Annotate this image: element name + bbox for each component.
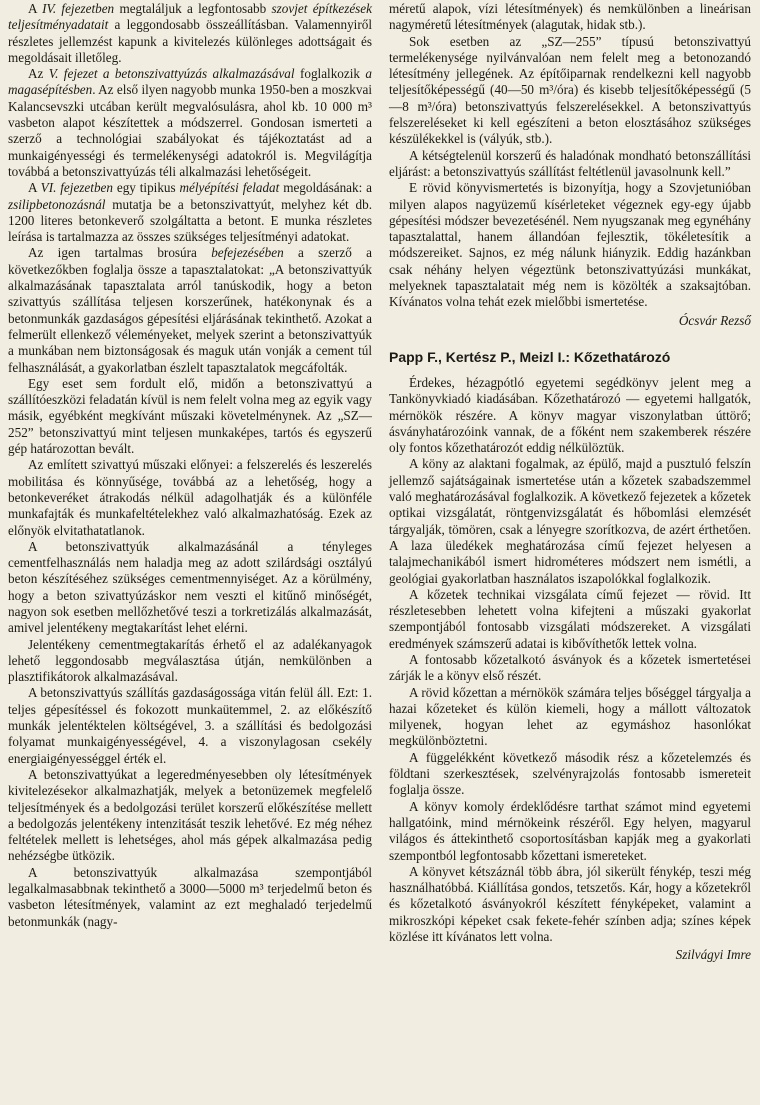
- paragraph: [8, 685, 372, 766]
- left-column: [8, 1, 372, 930]
- text-run: Jelentékeny cementmegtakarítás érhető el az adalékanyagok lehető leggondosabb megválasztása útján, nemkülönben a plasztifikátorok alkalmazásával.: [8, 636, 372, 685]
- text-run: Szilvágyi Imre: [675, 947, 751, 963]
- paragraph: [8, 376, 372, 457]
- italic-text: szovjet építkezések teljesítményadatait: [8, 1, 373, 33]
- paragraph: [8, 457, 372, 538]
- text-run: Egy eset sem fordult elő, midőn a betonszivattyú a szállítóeszközi feladatán kívül is nem felelt volna meg az egyik vagy másik, egyébként megkívánt műszaki követelménynek. Az „SZ—252” betonszivattyú mint teljesen munkaképes, tartós és egyszerű gép határozottan bevált.: [8, 375, 372, 457]
- paragraph: [8, 180, 372, 245]
- italic-text: zsilipbetonozásnál: [8, 196, 106, 212]
- text-run: méretű alapok, vízi létesítmények) és nemkülönben a lineárisan nagyméretű létesítmények (alagutak, hidak stb.).: [389, 1, 751, 33]
- text-run: A kőzetek technikai vizsgálata című fejezet — rövid. Itt részletesebben lehetett volna kifejteni a műszaki gyakorlat szempontjából fontosabb vizsgálati módszereket. A vizsgálati eredmények számszerű adatai is kibővíthetők lettek volna.: [389, 586, 751, 651]
- text-run: A könyv komoly érdeklődésre tarthat számot mind egyetemi hallgatóink, mind mérnökeink részéről. Egy helyen, magyarul világos és áttekinthető csoportosításban kapják meg a gyakorlati szempontból legfontosabb kőzettani ismereteket.: [389, 798, 751, 863]
- text-run: Érdekes, hézagpótló egyetemi segédkönyv jelent meg a Tankönyvkiadó kiadásában. Kőzethatározó — egyetemi hallgatók, mérnökök részére. A könyv magyar viszonylatban úttörő; ásványhatározóink vannak, de a főként nem szakemberek részére oly fontos kőzethatározót eddig nélkülöztük.: [389, 374, 751, 456]
- italic-text: mélyépítési feladat: [179, 180, 280, 196]
- paragraph: [389, 587, 751, 652]
- paragraph: [8, 637, 372, 686]
- paragraph: [389, 34, 751, 148]
- text-run: Az: [28, 66, 49, 82]
- paragraph: [389, 864, 751, 945]
- text-run: A kétségtelenül korszerű és haladónak mondható betonszállítási eljárást: a betonszivattyús szállítást feltétlenül javasolnunk kell.”: [389, 147, 751, 179]
- paragraph: [389, 652, 751, 685]
- text-run: Az említett szivattyú műszaki előnyei: a felszerelés és leszerelés mobilitása és könnyűsége, továbbá az a lehetőség, hogy a betonkeveréket átrakodás nélkül adagolhatják és a különféle munkafajták és munkafeltételekhez való alkalmazhatóság. Ezek az előnyök elvitathatatlanok.: [8, 457, 372, 538]
- text-run: A függelékként következő második rész a kőzetelemzés és földtani szerkesztések, szelvényrajzolás fontosabb ismereteit foglalja össze.: [389, 749, 751, 798]
- right-column: [389, 1, 751, 964]
- paragraph: [8, 539, 372, 637]
- paragraph: [8, 865, 372, 930]
- text-run: Papp F., Kertész P., Meizl I.: Kőzethatározó: [389, 348, 671, 365]
- paragraph: [389, 375, 751, 456]
- text-run: A köny az alaktani fogalmak, az épülő, majd a pusztuló felszín jellemző sajátságainak ismertetése után a kőzetek szabadszemmel való meghatározásával foglalkozik. A következő fejezetek a kőzetek optikai vizsgálatát, röntgenvizsgálatát és hőbomlási elemzését tárgyalják, tömören, csak a lényegre szorítkozva, de azért érthetően. A laza üledékek meghatározása című fejezet helyesen a talajmechanikából ismert hidrométeres módszert nem ismétli, a geológiai gyakorlatban használatos iszapolókkal foglalkozik.: [389, 456, 751, 586]
- paragraph: [8, 767, 372, 865]
- text-run: megoldásának: a: [279, 180, 372, 196]
- text-run: Sok esetben az „SZ—255” típusú betonszivattyú termelékenysége nyilvánvalóan nem felelt meg a betonozandó létesítmény jellegének. Az építőiparnak rendelkezni kell nagyobb teljesítőképességű (40—50 m³/óra) és kisebb teljesítőképességű (5—8 m³/óra) betonszivattyús felszerelésekkel. A betonszivattyús felszereléseket ki kell egészíteni a beton elosztásához szükséges készülékekkel is (vályúk, stb.).: [389, 33, 751, 147]
- text-run: a szerző a következőkben foglalja össze a tapasztalatokat: „A betonszivattyúk alkalmazásának tapasztalata arról tanúskodik, hogy a beton szivattyús szállítása teljesen korszerűnek, hatékonynak és a betonmunkák gazdaságos gépesítési eljárásának tekinthető. Azokat a felmerült ellenkező véleményeket, melyek szerint a betonszivattyúk a munkában nem biztonságosak és maguk után vonják a cement túl felhasználását, a gyakorlatban észlelt tapasztalatok megcáfolták.: [8, 245, 372, 375]
- paragraph: [389, 685, 751, 750]
- paragraph: [8, 66, 372, 180]
- paragraph: [389, 750, 751, 799]
- text-run: E rövid könyvismertetés is bizonyítja, hogy a Szovjetunióban milyen alapos nagyüzemű kísérleteket végeznek egy-egy újabb gépesítési módszer bevezetésénél. Nem nyugszanak meg egynéhány tapasztalattal, hanem állandóan fejlesztik, tökéletesítik a módszereiket. Sajnos, ez még nálunk hiányzik. Eddig hazánkban csak néhány helyen végeztünk betonszivattyúzási munkákat, melyeknek tapasztalatait még nem is közölték a szaksajtóban. Kívánatos volna tehát ezek mielőbbi ismertetése.: [389, 180, 751, 310]
- italic-text: befejezésében: [211, 245, 284, 261]
- text-run: A fontosabb kőzetalkotó ásványok és a kőzetek ismertetései zárják le a könyv első részét.: [389, 651, 751, 684]
- text-run: A betonszivattyúk alkalmazásánál a tényleges cementfelhasználás nem haladja meg az adott szilárdsági osztályú beton készítéséhez szükséges cementmennyiséget. Az a körülmény, hogy a beton szivattyúzáskor nem veszti el kitűnő minőségét, nagyon sok esetben mellőzhetővé teszi a torkretizálás alkalmazását, amivel jelentékeny megtakarítást lehet elérni.: [8, 538, 372, 636]
- text-run: . Az első ilyen nagyobb munka 1950-ben a moszkvai Kalancsevszki utcában került megvalósulásra, ahol kb. 10 000 m³ vasbeton alapot készítettek a módszerrel. Gondosan ismerteti a szerző a technológiai szabályokat és tájékoztatást ad a munkaigényességi és termelékenységi adatokról is. Megvilágítja továbbá a betonszivattyúzás téli alkalmazási lehetőségeit.: [8, 82, 372, 179]
- paragraph: [389, 456, 751, 586]
- italic-text: V. fejezet a betonszivattyúzás alkalmazásával: [48, 66, 295, 82]
- text-run: A könyvet kétszáznál több ábra, jól sikerült fénykép, teszi még használhatóbbá. Kiállítása gondos, tetszetős. Kár, hogy a kőzetekről és kőzetalkotó ásványokról készített fényképeket, valamint a mikroszkópi képeket csak fekete-fehér színben adja; színes képek közlése itt kívánatos lett volna.: [389, 863, 751, 945]
- text-run: A: [28, 1, 43, 16]
- text-run: A rövid kőzettan a mérnökök számára teljes bőséggel tárgyalja a hazai kőzeteket és külön kiemeli, hogy a mállott változatok milyenek, hogyan lehet az egymáshoz hasonlókat megkülönböztetni.: [389, 684, 751, 749]
- paragraph: [389, 799, 751, 864]
- italic-text: a magasépítésben: [8, 66, 372, 98]
- paragraph: [8, 1, 372, 66]
- author-signature: [389, 313, 751, 329]
- text-run: A betonszivattyúkat a legeredményesebben oly létesítmények kivitelezésekor alkalmazhatják, melyek a betonüzemek megfelelő teljesítmények és a bedolgozási terület korszerű előkészítése mellett a bedolgozás jelentékeny intenzitását teszik lehetővé. Ez még néhez feltételek mellett is lehetséges, ahol más gépek alkalmazása pedig nehézségbe ütközik.: [8, 766, 372, 864]
- review-title: [389, 349, 751, 366]
- text-run: Az igen tartalmas brosúra: [28, 245, 212, 261]
- paragraph: [8, 245, 372, 375]
- italic-text: IV. fejezetben: [42, 1, 115, 16]
- text-run: A: [28, 180, 41, 196]
- text-run: A betonszivattyús szállítás gazdaságossága vitán felül áll. Ezt: 1. teljes gépesítéssel és fokozott munkaütemmel, 2. az előkészítő munkák jelentéktelen költségével, 3. a szállítási és bedolgozási folyamat munkaigényességével, 4. a viszonylagosan csekély energiaigényességgel érték el.: [8, 685, 372, 766]
- text-run: a leggondosabb összeállításban. Valamennyiről részletes jellemzést kapunk a kivitelezés különleges adottságait és megoldásait illetőleg.: [8, 17, 372, 65]
- paragraph: [389, 180, 751, 310]
- paragraph: [389, 1, 751, 34]
- text-run: A betonszivattyúk alkalmazása szempontjából legalkalmasabbnak tekinthető a 3000—5000 m³ terjedelmű beton és vasbeton létesítmények, valamint az ezt meghaladó terjedelmű betonmunkák (nagy-: [8, 864, 372, 929]
- text-run: mutatja be a betonszivattyút, melyhez két db. 1200 literes betonkeverő szolgáltatta a betont. E munka részletes leírása is tartalmazza az összes szükséges teljesítményi adatokat.: [8, 196, 372, 245]
- text-run: foglalkozik: [294, 66, 366, 82]
- author-signature: [389, 947, 751, 963]
- paragraph: [389, 148, 751, 181]
- text-run: megtaláljuk a legfontosabb: [114, 1, 272, 16]
- text-run: Ócsvár Rezső: [678, 312, 751, 328]
- text-run: egy tipikus: [112, 180, 180, 196]
- italic-text: VI. fejezetben: [40, 180, 113, 196]
